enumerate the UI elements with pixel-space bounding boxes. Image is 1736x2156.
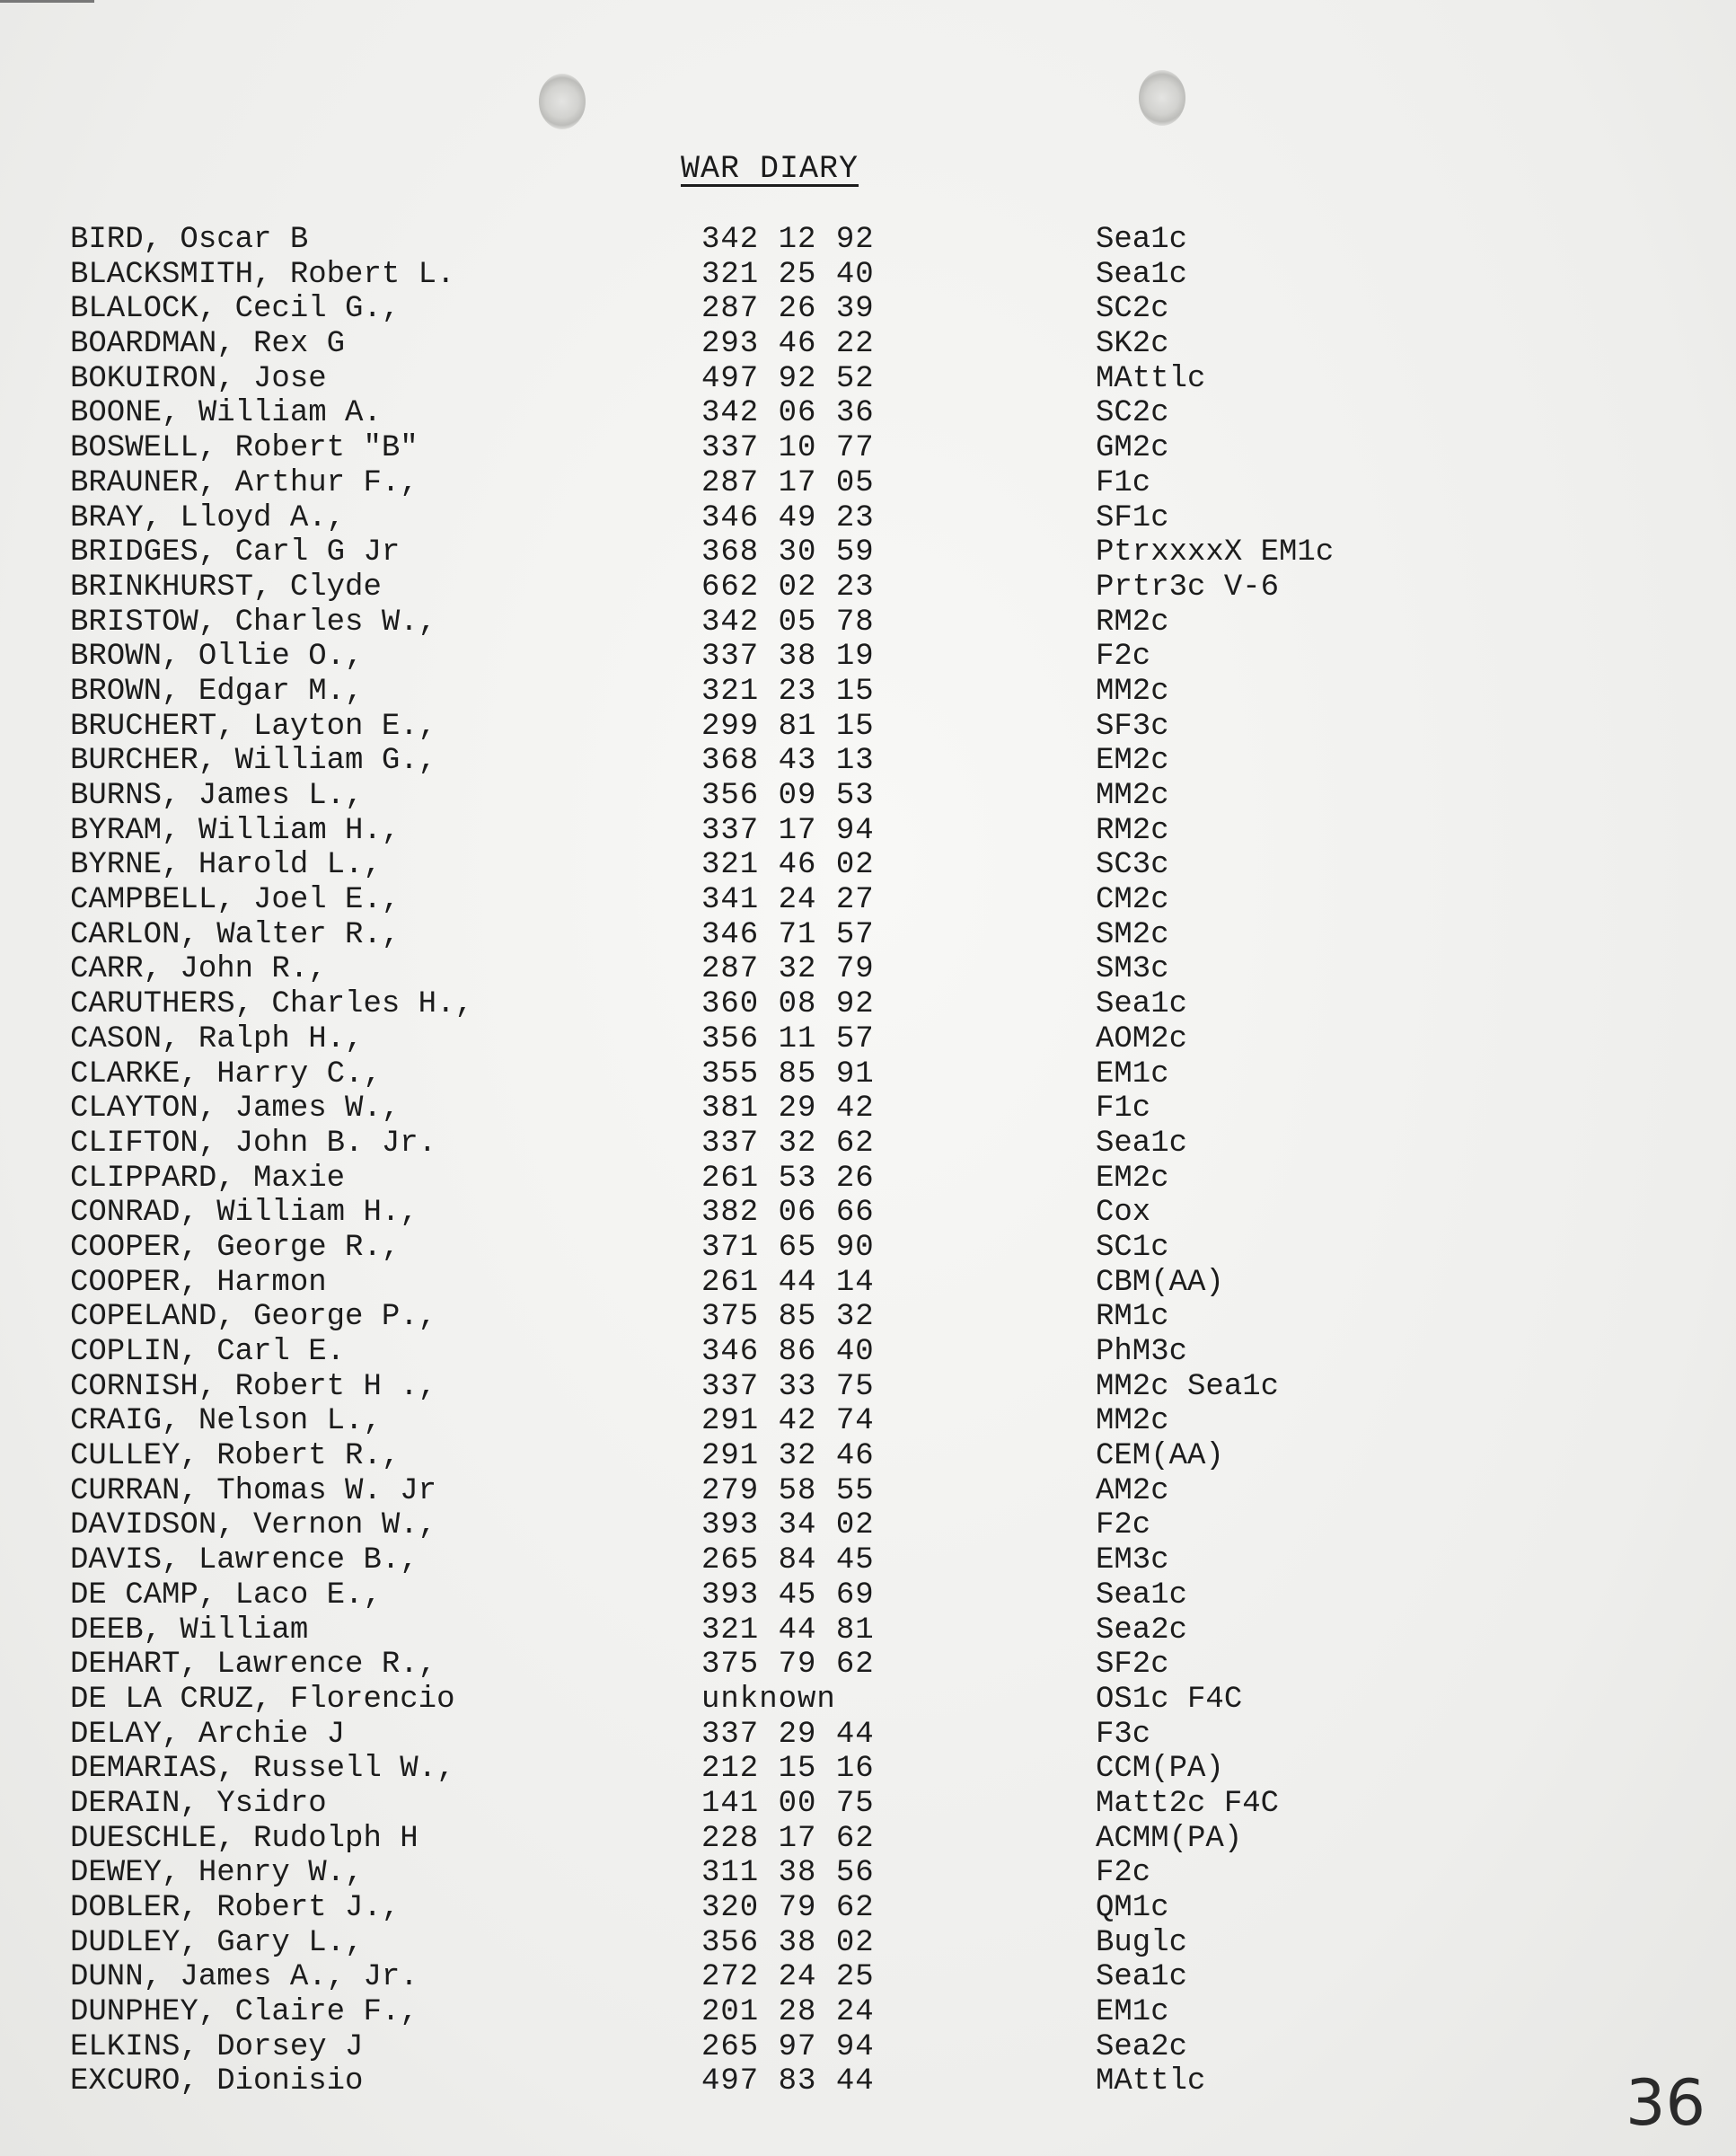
roster-row — [70, 1960, 1471, 1995]
service-number: 287 26 39 — [701, 292, 875, 327]
punch-hole-left — [539, 74, 586, 129]
roster-row — [70, 396, 1471, 431]
service-number: 261 53 26 — [701, 1161, 875, 1196]
roster-row — [70, 1648, 1471, 1683]
rate: MM2c — [1096, 779, 1169, 813]
roster-row — [70, 918, 1471, 953]
crew-name: BOSWELL, Robert "B" — [70, 431, 419, 466]
crew-name: CLAYTON, James W., — [70, 1091, 401, 1127]
roster-row — [70, 535, 1471, 570]
crew-name: BROWN, Edgar M., — [70, 674, 364, 709]
roster-row — [70, 605, 1471, 641]
rate: Sea1c — [1096, 987, 1188, 1022]
roster-row — [70, 1613, 1471, 1648]
roster-row — [70, 883, 1471, 918]
crew-name: BRISTOW, Charles W., — [70, 605, 437, 640]
crew-name: COOPER, Harmon — [70, 1265, 327, 1300]
rate: SC3c — [1096, 848, 1169, 883]
rate: RM1c — [1096, 1300, 1169, 1335]
service-number: 141 00 75 — [701, 1786, 875, 1821]
crew-name: CARLON, Walter R., — [70, 917, 401, 952]
roster-row — [70, 1891, 1471, 1926]
crew-name: COOPER, George R., — [70, 1230, 401, 1265]
rate: SK2c — [1096, 327, 1169, 362]
service-number: 393 34 02 — [701, 1508, 875, 1543]
service-number: 261 44 14 — [701, 1265, 875, 1300]
service-number: 662 02 23 — [701, 570, 875, 605]
roster-row — [70, 1683, 1471, 1718]
rate: CCM(PA) — [1096, 1752, 1224, 1787]
rate: GM2c — [1096, 431, 1169, 466]
roster-row — [70, 1926, 1471, 1961]
rate: F1c — [1096, 1091, 1151, 1127]
crew-name: CLIPPARD, Maxie — [70, 1161, 346, 1196]
service-number: 287 32 79 — [701, 952, 875, 987]
crew-name: CULLEY, Robert R., — [70, 1439, 401, 1474]
service-number: 342 12 92 — [701, 223, 875, 257]
crew-name: DE CAMP, Laco E., — [70, 1577, 382, 1613]
rate: F2c — [1096, 640, 1151, 675]
rate: MM2c Sea1c — [1096, 1369, 1280, 1404]
crew-name: CARUTHERS, Charles H., — [70, 987, 473, 1022]
service-number: 381 29 42 — [701, 1091, 875, 1127]
rate: SF3c — [1096, 709, 1169, 744]
rate: SM3c — [1096, 952, 1169, 987]
roster-row — [70, 1856, 1471, 1891]
rate: EM1c — [1096, 1995, 1169, 2030]
crew-name: DAVIS, Lawrence B., — [70, 1543, 419, 1578]
service-number: 293 46 22 — [701, 327, 875, 362]
rate: RM2c — [1096, 813, 1169, 848]
rate: SC2c — [1096, 396, 1169, 431]
document-title: WAR DIARY — [681, 151, 859, 187]
service-number: 341 24 27 — [701, 883, 875, 918]
personnel-roster — [70, 223, 1471, 2099]
roster-row — [70, 1022, 1471, 1057]
rate: QM1c — [1096, 1891, 1169, 1925]
service-number: 371 65 90 — [701, 1230, 875, 1265]
crew-name: BOKUIRON, Jose — [70, 361, 327, 396]
service-number: 287 17 05 — [701, 465, 875, 500]
service-number: 337 29 44 — [701, 1717, 875, 1752]
rate: F3c — [1096, 1717, 1151, 1752]
crew-name: CLARKE, Harry C., — [70, 1056, 382, 1091]
rate: EM1c — [1096, 1056, 1169, 1091]
crew-name: BOONE, William A. — [70, 396, 382, 431]
roster-row — [70, 640, 1471, 675]
roster-row — [70, 1300, 1471, 1335]
service-number: 356 38 02 — [701, 1925, 875, 1960]
service-number: unknown — [701, 1682, 836, 1717]
service-number: 393 45 69 — [701, 1577, 875, 1613]
crew-name: BLALOCK, Cecil G., — [70, 292, 401, 327]
rate: SF1c — [1096, 500, 1169, 535]
rate: Buglc — [1096, 1925, 1188, 1960]
service-number: 321 44 81 — [701, 1613, 875, 1648]
service-number: 368 30 59 — [701, 535, 875, 570]
service-number: 355 85 91 — [701, 1056, 875, 1091]
service-number: 342 06 36 — [701, 396, 875, 431]
crew-name: BOARDMAN, Rex G — [70, 327, 346, 362]
roster-row — [70, 570, 1471, 605]
roster-row — [70, 848, 1471, 883]
roster-row — [70, 2030, 1471, 2065]
roster-row — [70, 1091, 1471, 1127]
roster-row — [70, 744, 1471, 779]
service-number: 368 43 13 — [701, 744, 875, 779]
roster-row — [70, 501, 1471, 536]
rate: SC2c — [1096, 292, 1169, 327]
service-number: 265 97 94 — [701, 2029, 875, 2064]
service-number: 337 33 75 — [701, 1369, 875, 1404]
roster-row — [70, 1474, 1471, 1509]
roster-row — [70, 1822, 1471, 1857]
roster-row — [70, 1231, 1471, 1266]
crew-name: BRAUNER, Arthur F., — [70, 465, 419, 500]
crew-name: CONRAD, William H., — [70, 1196, 419, 1231]
rate: Sea1c — [1096, 1960, 1188, 1995]
crew-name: ELKINS, Dorsey J — [70, 2029, 364, 2064]
roster-row — [70, 362, 1471, 397]
service-number: 201 28 24 — [701, 1995, 875, 2030]
rate: CBM(AA) — [1096, 1265, 1224, 1300]
service-number: 375 79 62 — [701, 1648, 875, 1683]
service-number: 228 17 62 — [701, 1821, 875, 1856]
rate: SF2c — [1096, 1648, 1169, 1683]
crew-name: BYRNE, Harold L., — [70, 848, 382, 883]
service-number: 497 92 52 — [701, 361, 875, 396]
service-number: 321 23 15 — [701, 674, 875, 709]
roster-row — [70, 779, 1471, 814]
crew-name: CRAIG, Nelson L., — [70, 1404, 382, 1439]
rate: MAttlc — [1096, 2064, 1206, 2099]
rate: EM3c — [1096, 1543, 1169, 1578]
rate: CEM(AA) — [1096, 1439, 1224, 1474]
roster-row — [70, 987, 1471, 1022]
service-number: 360 08 92 — [701, 987, 875, 1022]
roster-row — [70, 223, 1471, 258]
crew-name: DOBLER, Robert J., — [70, 1891, 401, 1925]
crew-name: BRINKHURST, Clyde — [70, 570, 382, 605]
crew-name: BURCHER, William G., — [70, 744, 437, 779]
rate: Cox — [1096, 1196, 1151, 1231]
crew-name: BRAY, Lloyd A., — [70, 500, 346, 535]
rate: Sea2c — [1096, 2029, 1188, 2064]
service-number: 375 85 32 — [701, 1300, 875, 1335]
crew-name: CORNISH, Robert H ., — [70, 1369, 437, 1404]
crew-name: CAMPBELL, Joel E., — [70, 883, 401, 918]
service-number: 320 79 62 — [701, 1891, 875, 1925]
service-number: 356 11 57 — [701, 1021, 875, 1056]
rate: ACMM(PA) — [1096, 1821, 1243, 1856]
roster-row — [70, 1404, 1471, 1439]
crew-name: DE LA CRUZ, Florencio — [70, 1682, 455, 1717]
page-number: 36 — [1626, 2066, 1706, 2140]
crew-name: CARR, John R., — [70, 952, 327, 987]
crew-name: BIRD, Oscar B — [70, 223, 309, 257]
crew-name: DUDLEY, Gary L., — [70, 1925, 364, 1960]
service-number: 337 17 94 — [701, 813, 875, 848]
crew-name: BURNS, James L., — [70, 779, 364, 813]
rate: MM2c — [1096, 674, 1169, 709]
rate: Sea1c — [1096, 1126, 1188, 1161]
crew-name: DAVIDSON, Vernon W., — [70, 1508, 437, 1543]
crew-name: DEMARIAS, Russell W., — [70, 1752, 455, 1787]
service-number: 356 09 53 — [701, 779, 875, 813]
roster-row — [70, 1752, 1471, 1787]
crew-name: DUNPHEY, Claire F., — [70, 1995, 419, 2030]
service-number: 291 42 74 — [701, 1404, 875, 1439]
crew-name: COPLIN, Carl E. — [70, 1335, 346, 1369]
rate: Sea1c — [1096, 1577, 1188, 1613]
rate: AM2c — [1096, 1473, 1169, 1508]
rate: F2c — [1096, 1508, 1151, 1543]
roster-row — [70, 1057, 1471, 1092]
roster-row — [70, 1196, 1471, 1231]
crew-name: BYRAM, William H., — [70, 813, 401, 848]
rate: PhM3c — [1096, 1335, 1188, 1369]
rate: RM2c — [1096, 605, 1169, 640]
punch-hole-right — [1139, 70, 1185, 126]
rate: Prtr3c V-6 — [1096, 570, 1280, 605]
service-number: 321 25 40 — [701, 257, 875, 292]
roster-row — [70, 1508, 1471, 1543]
roster-row — [70, 1162, 1471, 1197]
crew-name: CLIFTON, John B. Jr. — [70, 1126, 437, 1161]
roster-row — [70, 327, 1471, 362]
crew-name: DERAIN, Ysidro — [70, 1786, 327, 1821]
roster-row — [70, 1543, 1471, 1578]
service-number: 265 84 45 — [701, 1543, 875, 1578]
roster-row — [70, 675, 1471, 710]
crew-name: BROWN, Ollie O., — [70, 640, 364, 675]
crew-name: CASON, Ralph H., — [70, 1021, 364, 1056]
crew-name: BRIDGES, Carl G Jr — [70, 535, 401, 570]
rate: Matt2c F4C — [1096, 1786, 1280, 1821]
roster-row — [70, 2064, 1471, 2099]
service-number: 346 86 40 — [701, 1335, 875, 1369]
rate: MAttlc — [1096, 361, 1206, 396]
service-number: 212 15 16 — [701, 1752, 875, 1787]
rate: OS1c F4C — [1096, 1682, 1243, 1717]
roster-row — [70, 292, 1471, 327]
rate: Sea1c — [1096, 223, 1188, 257]
service-number: 346 49 23 — [701, 500, 875, 535]
roster-row — [70, 1718, 1471, 1753]
roster-row — [70, 258, 1471, 293]
service-number: 272 24 25 — [701, 1960, 875, 1995]
crew-name: COPELAND, George P., — [70, 1300, 437, 1335]
rate: CM2c — [1096, 883, 1169, 918]
crew-name: DELAY, Archie J — [70, 1717, 346, 1752]
rate: F2c — [1096, 1856, 1151, 1891]
rate: Sea2c — [1096, 1613, 1188, 1648]
rate: AOM2c — [1096, 1021, 1188, 1056]
page-edge-mark — [0, 0, 94, 3]
roster-row — [70, 814, 1471, 849]
roster-row — [70, 1578, 1471, 1613]
service-number: 342 05 78 — [701, 605, 875, 640]
roster-row — [70, 1266, 1471, 1301]
rate: F1c — [1096, 465, 1151, 500]
roster-row — [70, 1787, 1471, 1822]
crew-name: BRUCHERT, Layton E., — [70, 709, 437, 744]
service-number: 311 38 56 — [701, 1856, 875, 1891]
service-number: 346 71 57 — [701, 917, 875, 952]
crew-name: DUNN, James A., Jr. — [70, 1960, 419, 1995]
roster-row — [70, 466, 1471, 501]
roster-row — [70, 710, 1471, 745]
rate: MM2c — [1096, 1404, 1169, 1439]
service-number: 337 10 77 — [701, 431, 875, 466]
service-number: 337 38 19 — [701, 640, 875, 675]
crew-name: DEHART, Lawrence R., — [70, 1648, 437, 1683]
rate: SM2c — [1096, 917, 1169, 952]
roster-row — [70, 1995, 1471, 2030]
service-number: 497 83 44 — [701, 2064, 875, 2099]
crew-name: CURRAN, Thomas W. Jr — [70, 1473, 437, 1508]
rate: Sea1c — [1096, 257, 1188, 292]
crew-name: DEWEY, Henry W., — [70, 1856, 364, 1891]
service-number: 279 58 55 — [701, 1473, 875, 1508]
roster-row — [70, 1335, 1471, 1370]
crew-name: DEEB, William — [70, 1613, 309, 1648]
service-number: 299 81 15 — [701, 709, 875, 744]
crew-name: EXCURO, Dionisio — [70, 2064, 364, 2099]
roster-row — [70, 952, 1471, 987]
rate: PtrxxxxX EM1c — [1096, 535, 1335, 570]
roster-row — [70, 1439, 1471, 1474]
service-number: 291 32 46 — [701, 1439, 875, 1474]
rate: EM2c — [1096, 744, 1169, 779]
crew-name: DUESCHLE, Rudolph H — [70, 1821, 419, 1856]
rate: SC1c — [1096, 1230, 1169, 1265]
roster-row — [70, 1370, 1471, 1405]
crew-name: BLACKSMITH, Robert L. — [70, 257, 455, 292]
service-number: 321 46 02 — [701, 848, 875, 883]
roster-row — [70, 431, 1471, 466]
service-number: 337 32 62 — [701, 1126, 875, 1161]
roster-row — [70, 1127, 1471, 1162]
rate: EM2c — [1096, 1161, 1169, 1196]
service-number: 382 06 66 — [701, 1196, 875, 1231]
